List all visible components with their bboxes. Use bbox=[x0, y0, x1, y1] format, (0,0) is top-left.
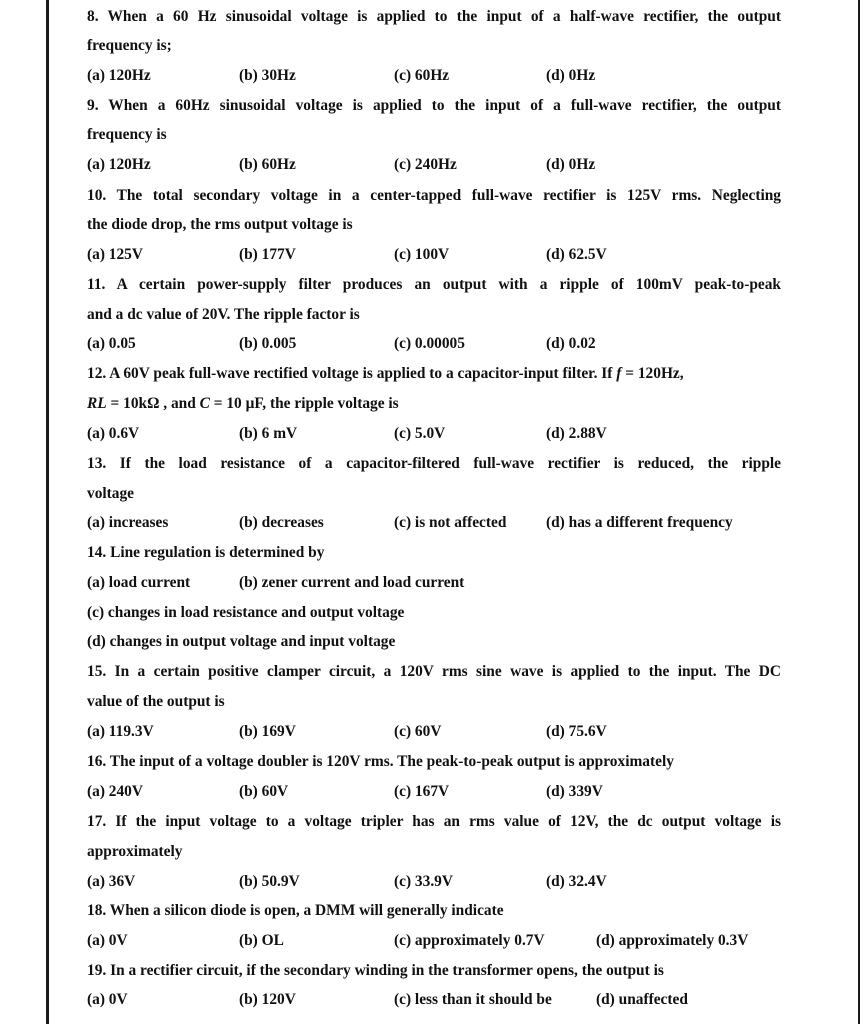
option-b: (b) 60Hz bbox=[239, 156, 296, 173]
option-b: (b) OL bbox=[239, 932, 284, 949]
capacitance-symbol: C bbox=[199, 395, 210, 412]
left-border-line bbox=[46, 0, 49, 1024]
question-13-text: 13. If the load resistance of a capacitor-filtered full-wave rectifier is reduced, the ripple bbox=[87, 455, 781, 472]
question-11-options bbox=[87, 334, 787, 354]
option-d: (d) 2.88V bbox=[546, 425, 607, 442]
option-b: (b) 120V bbox=[239, 991, 296, 1008]
question-17-options bbox=[87, 872, 787, 892]
question-16-options bbox=[87, 782, 787, 802]
option-b: (b) 30Hz bbox=[239, 67, 296, 84]
question-9-text: 9. When a 60Hz sinusoidal voltage is applied to the input of a full-wave rectifier, the output bbox=[87, 97, 781, 114]
question-11-text-cont: and a dc value of 20V. The ripple factor is bbox=[87, 306, 360, 323]
option-d: (d) has a different frequency bbox=[546, 514, 733, 531]
question-16-text: 16. The input of a voltage doubler is 120V rms. The peak-to-peak output is approximately bbox=[87, 753, 674, 770]
option-d: (d) unaffected bbox=[596, 991, 688, 1008]
question-11-text: 11. A certain power-supply filter produces an output with a ripple of 100mV peak-to-peak bbox=[87, 276, 781, 293]
option-b: (b) 60V bbox=[239, 783, 289, 800]
option-a: (a) 120Hz bbox=[87, 67, 151, 84]
question-12-text-cont bbox=[87, 394, 781, 414]
option-c: (c) is not affected bbox=[394, 514, 507, 531]
question-8-options bbox=[87, 66, 787, 86]
option-d: (d) 339V bbox=[546, 783, 603, 800]
question-17-text-cont: approximately bbox=[87, 843, 183, 860]
option-b: (b) zener current and load current bbox=[239, 574, 465, 591]
question-12-text-post: = 120Hz, bbox=[621, 365, 684, 382]
option-a: (a) 0V bbox=[87, 932, 128, 949]
question-9-text-cont: frequency is bbox=[87, 126, 167, 143]
option-c: (c) 100V bbox=[394, 246, 450, 263]
option-d: (d) approximately 0.3V bbox=[596, 932, 749, 949]
option-d: (d) 75.6V bbox=[546, 723, 607, 740]
option-a: (a) 0V bbox=[87, 991, 128, 1008]
question-12-text-pre: 12. A 60V peak full-wave rectified voltage is applied to a capacitor-input filter. If bbox=[87, 365, 617, 382]
option-a: (a) load current bbox=[87, 574, 191, 591]
option-c: (c) 0.00005 bbox=[394, 335, 465, 352]
question-10-text: 10. The total secondary voltage in a center-tapped full-wave rectifier is 125V rms. Neglecting bbox=[87, 187, 781, 204]
option-c: (c) 60V bbox=[394, 723, 442, 740]
question-14-text: 14. Line regulation is determined by bbox=[87, 544, 325, 561]
option-a: (a) 0.05 bbox=[87, 335, 136, 352]
option-a: (a) 0.6V bbox=[87, 425, 140, 442]
option-a: (a) increases bbox=[87, 514, 169, 531]
question-10-options bbox=[87, 245, 787, 265]
load-resistance-value: = 10kΩ , and bbox=[106, 395, 200, 412]
question-13-options bbox=[87, 513, 787, 533]
option-c: (c) less than it should be bbox=[394, 991, 552, 1008]
option-b: (b) 177V bbox=[239, 246, 296, 263]
option-c: (c) 240Hz bbox=[394, 156, 457, 173]
question-14-options-row1 bbox=[87, 573, 787, 593]
question-19-options bbox=[87, 990, 787, 1010]
question-15-text: 15. In a certain positive clamper circuit, a 120V rms sine wave is applied to the input. The DC bbox=[87, 663, 781, 680]
question-13-text-cont: voltage bbox=[87, 485, 135, 502]
option-a: (a) 36V bbox=[87, 873, 136, 890]
option-c: (c) 60Hz bbox=[394, 67, 450, 84]
frequency-symbol: f bbox=[616, 365, 622, 382]
capacitance-value: = 10 μF, the ripple voltage is bbox=[209, 395, 399, 412]
option-b: (b) 6 mV bbox=[239, 425, 298, 442]
option-a: (a) 240V bbox=[87, 783, 143, 800]
right-border-line bbox=[858, 0, 860, 1024]
question-18-text: 18. When a silicon diode is open, a DMM will generally indicate bbox=[87, 902, 504, 919]
option-d: (d) 0Hz bbox=[546, 156, 596, 173]
option-c: (c) changes in load resistance and output voltage bbox=[87, 604, 405, 621]
question-15-text-cont: value of the output is bbox=[87, 693, 225, 710]
option-c: (c) approximately 0.7V bbox=[394, 932, 545, 949]
question-17-text: 17. If the input voltage to a voltage tripler has an rms value of 12V, the dc output voltage is bbox=[87, 813, 781, 830]
option-a: (a) 119.3V bbox=[87, 723, 154, 740]
option-d: (d) 0.02 bbox=[546, 335, 596, 352]
option-c: (c) 33.9V bbox=[394, 873, 453, 890]
option-d: (d) 62.5V bbox=[546, 246, 607, 263]
option-d: (d) changes in output voltage and input voltage bbox=[87, 633, 396, 650]
option-b: (b) 0.005 bbox=[239, 335, 297, 352]
option-d: (d) 32.4V bbox=[546, 873, 607, 890]
option-b: (b) decreases bbox=[239, 514, 324, 531]
question-10-text-cont: the diode drop, the rms output voltage is bbox=[87, 216, 353, 233]
question-15-options bbox=[87, 722, 787, 742]
question-8-text: 8. When a 60 Hz sinusoidal voltage is applied to the input of a half-wave rectifier, the output bbox=[87, 8, 781, 25]
option-a: (a) 120Hz bbox=[87, 156, 151, 173]
question-12-text bbox=[87, 364, 781, 384]
question-8-text-cont: frequency is; bbox=[87, 37, 172, 54]
option-b: (b) 169V bbox=[239, 723, 296, 740]
option-c: (c) 5.0V bbox=[394, 425, 446, 442]
option-a: (a) 125V bbox=[87, 246, 143, 263]
option-d: (d) 0Hz bbox=[546, 67, 596, 84]
option-c: (c) 167V bbox=[394, 783, 450, 800]
question-19-text: 19. In a rectifier circuit, if the secondary winding in the transformer opens, the output is bbox=[87, 962, 664, 979]
load-resistance-symbol: RL bbox=[87, 395, 107, 412]
question-12-options bbox=[87, 424, 787, 444]
question-9-options bbox=[87, 155, 787, 175]
question-18-options bbox=[87, 931, 787, 951]
option-b: (b) 50.9V bbox=[239, 873, 300, 890]
